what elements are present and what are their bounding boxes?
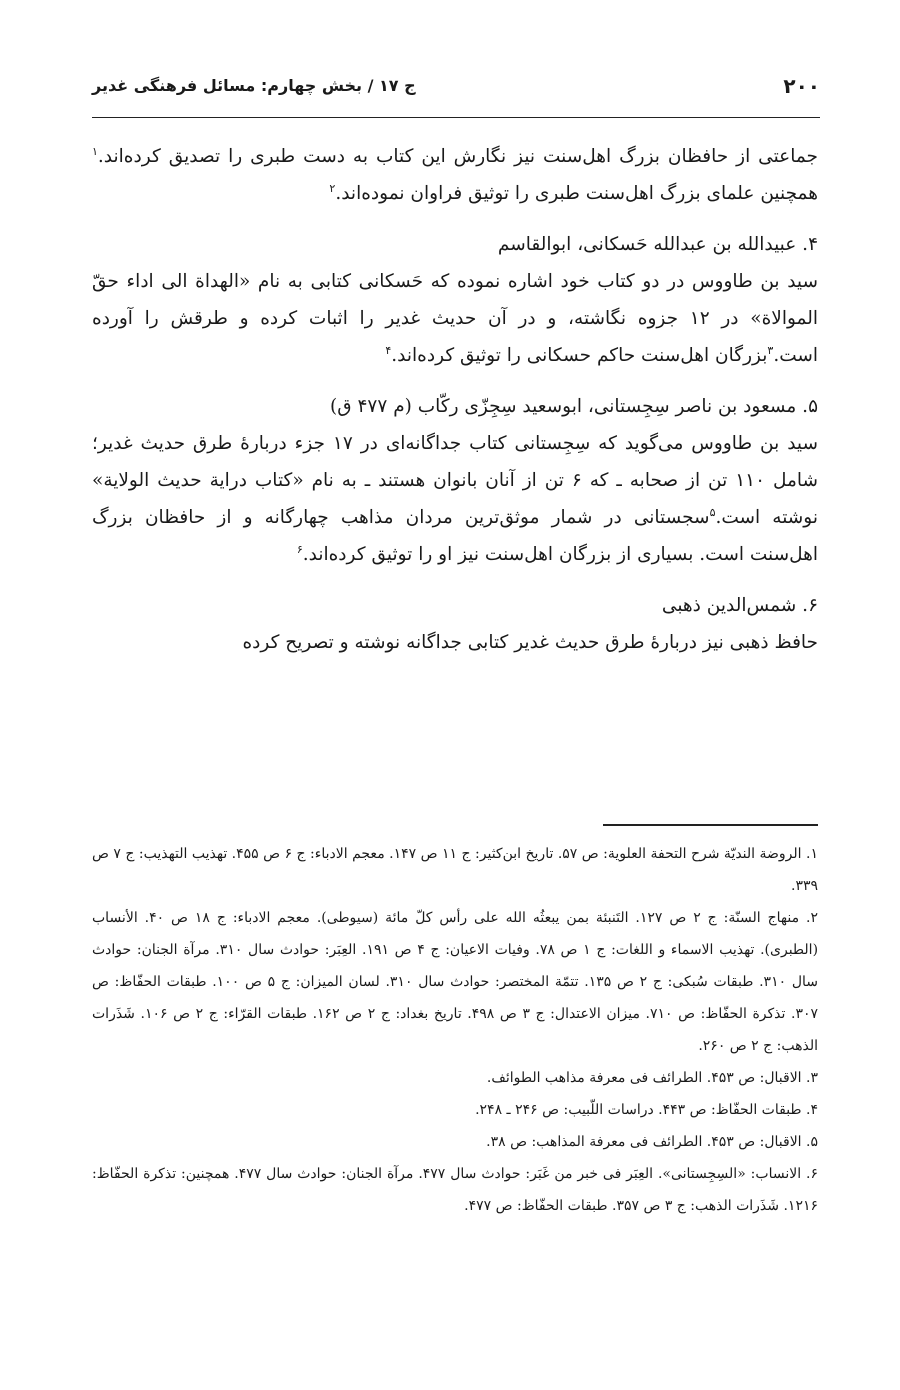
footnote-2: ۲. منهاج السنّة: ج ۲ ص ۱۲۷. التَنبئة بمن یبعثُه الله علی رأس کلّ مائة (سیوطی). معجم الادباء: ج ۱۸ ص ۴۰. الأنساب (الطبری). تهذیب الاسماء و اللغات: ج ۱ ص ۷۸. وفیات الاعیان: ج ۴ ص ۱۹۱. العِبَر: حوادث سال ۳۱۰. مرآة الجنان: حوادث سال ۳۱۰. طبقات سُبکی: ج ۲ ص ۱۳۵. تتمّة المختصر: حوادث سال ۳۱۰. لسان المیزان: ج ۵ ص ۱۰۰. طبقات الحفّاظ: ص ۳۰۷. تذکرة الحفّاظ: ص ۷۱۰. میزان الاعتدال: ج ۳ ص ۴۹۸. تاریخ بغداد: ج ۲ ص ۱۶۲. طبقات القرّاء: ج ۲ ص ۱۰۶. شَذَرات الذهب: ج ۲ ص ۲۶۰.	[92, 910, 819, 1054]
footnote-1: ۱. الروضة الندیّة شرح التحفة العلویة: ص ۵۷. تاریخ ابن‌کثیر: ج ۱۱ ص ۱۴۷. معجم الادباء: ج ۶ ص ۴۵۵. تهذیب التهذیب: ج ۷ ص ۳۳۹.	[92, 846, 819, 894]
footnote-rule	[603, 824, 818, 826]
paragraph-text: سجستانی در شمار موثق‌ترین مردان مذاهب چهارگانه و از حافظان بزرگ اهل‌سنت است. بسیاری از بزرگان اهل‌سنت نیز او را توثیق کرده‌اند.	[92, 507, 818, 565]
paragraph-text: بزرگان اهل‌سنت حاکم حسکانی را توثیق کرده‌اند.	[391, 345, 768, 366]
paragraph-text: سید بن طاووس در دو کتاب خود اشاره نموده که حَسکانی کتابی به نام «الهداة الی اداء حقّ الموالاة» در ۱۲ جزوه نگاشته، و در آن حدیث غدیر را اثبات کرده و طرقش را آورده است.	[92, 271, 819, 366]
main-text	[92, 138, 818, 661]
footnote-6: ۶. الانساب: «السِجِستانی». العِبَر فی خبر من غَبَر: حوادث سال ۴۷۷. مرآة الجنان: حوادث سال ۴۷۷. همچنین: تذکرة الحفّاظ: ۱۲۱۶. شَذَرات الذهب: ج ۳ ص ۳۵۷. طبقات الحفّاظ: ص ۴۷۷.	[92, 1166, 818, 1214]
paragraph-tabari	[92, 138, 818, 212]
paragraph-text: جماعتی از حافظان بزرگ اهل‌سنت نیز نگارش این کتاب به دست طبری را تصدیق کرده‌اند.	[97, 146, 818, 167]
header-rule	[92, 117, 820, 118]
footnote-4: ۴. طبقات الحفّاظ: ص ۴۴۳. دراسات اللّبیب: ص ۲۴۶ ـ ۲۴۸.	[475, 1102, 818, 1118]
footnote-ref: ۳	[767, 343, 774, 357]
footnote-ref: ۴	[385, 343, 392, 357]
section-heading-5: ۵. مسعود بن ناصر سِجِستانی، ابوسعید سِجِزّی رکّاب (م ۴۷۷ ق)	[330, 396, 818, 417]
paragraph-sijistani	[92, 425, 818, 573]
paragraph-haskani	[92, 263, 818, 374]
page-header	[92, 72, 820, 108]
running-head: ج ۱۷ / بخش چهارم: مسائل فرهنگی غدیر	[92, 76, 416, 95]
footnote-ref: ۶	[296, 542, 303, 556]
footnote-ref: ۲	[329, 181, 336, 195]
footnote-5: ۵. الاقبال: ص ۴۵۳. الطرائف فی معرفة المذاهب: ص ۳۸.	[486, 1134, 818, 1150]
footnotes	[92, 838, 818, 1222]
footnote-ref: ۵	[709, 505, 716, 519]
section-heading-4: ۴. عبیدالله بن عبدالله حَسکانی، ابوالقاسم	[497, 234, 818, 255]
paragraph-text: همچنین علمای بزرگ اهل‌سنت طبری را توثیق فراوان نموده‌اند.	[335, 183, 818, 204]
paragraph-text: سید بن طاووس می‌گوید که سِجِستانی کتاب جداگانه‌ای در ۱۷ جزء دربارۀ طرق حدیث غدیر؛ شامل ۱۱۰ تن از صحابه ـ که ۶ تن از آنان بانوان هستند ـ به نام «کتاب درایة حدیث الولایة» نوشته است.	[92, 433, 819, 528]
page-number: ۲۰۰	[783, 74, 820, 98]
footnote-3: ۳. الاقبال: ص ۴۵۳. الطرائف فی معرفة مذاهب الطوائف.	[486, 1070, 818, 1086]
section-heading-6: ۶. شمس‌الدین ذهبی	[661, 595, 818, 616]
footnote-ref: ۱	[92, 144, 98, 158]
paragraph-dhahabi: حافظ ذهبی نیز دربارۀ طرق حدیث غدیر کتابی جداگانه نوشته و تصریح کرده	[242, 632, 818, 653]
